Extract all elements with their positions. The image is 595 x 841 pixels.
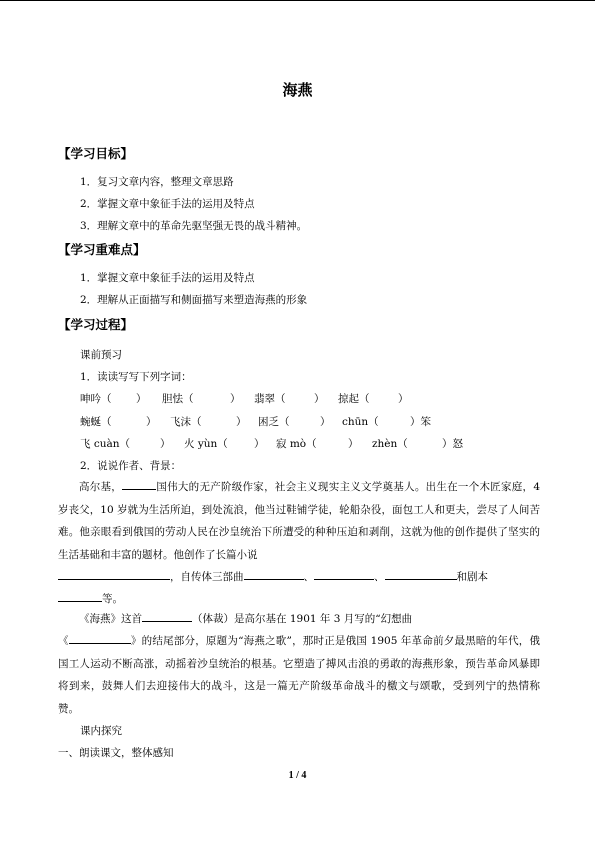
word-prompt-close: ） (236, 416, 247, 428)
background-text: （体裁）是高尔基在 1901 年 3 月写的“幻想曲 (192, 613, 413, 625)
word-prompt: 掠起（ (338, 393, 370, 405)
word-prompt-close: ）笨 (410, 416, 431, 428)
question-2: 2．说说作者、背景： (80, 460, 182, 472)
word-prompt-close: ） (160, 438, 171, 450)
word-prompt: 飞沫（ (170, 416, 202, 428)
key-point-item-2: 2．理解从正面描写和侧面描写来塑造海燕的形象 (80, 294, 308, 306)
works-text: ，自传体三部曲 (170, 571, 244, 583)
background-text: 《 (58, 635, 69, 647)
goal-item-1: 1．复习文章内容，整理文章思路 (80, 176, 234, 188)
inclass-label: 课内探究 (80, 725, 122, 737)
background-paragraph-2 (58, 630, 540, 720)
key-point-item-1: 1．掌握文章中象征手法的运用及特点 (80, 272, 255, 284)
page-title: 海燕 (282, 81, 313, 99)
works-separator: 、 (374, 571, 385, 583)
answer-blank[interactable] (122, 477, 156, 490)
word-prompt: 寂 mò（ (276, 438, 317, 450)
answer-blank[interactable] (244, 567, 304, 580)
key-points-heading: 【学习重难点】 (58, 242, 146, 257)
answer-blank[interactable] (385, 567, 457, 580)
word-prompt-close: ） (230, 393, 241, 405)
answer-blank[interactable] (142, 609, 192, 622)
step-1: 一、朗读课文，整体感知 (58, 747, 174, 759)
goal-item-2: 2．掌握文章中象征手法的运用及特点 (80, 198, 255, 210)
background-paragraph (58, 608, 540, 631)
author-name: 高尔基， (79, 481, 123, 493)
word-prompt-close: ） (254, 438, 265, 450)
word-prompt: 火 yùn（ (184, 438, 228, 450)
word-prompt-close: ） (136, 393, 147, 405)
word-prompt: 蜿蜒（ (80, 416, 112, 428)
answer-blank[interactable] (58, 589, 102, 602)
author-paragraph (58, 476, 540, 566)
answer-blank[interactable] (69, 631, 131, 644)
goals-heading: 【学习目标】 (58, 146, 134, 161)
word-prompt: chūn（ (342, 416, 379, 428)
word-prompt: 呻吟（ (80, 393, 112, 405)
word-prompt-close: ） (320, 416, 331, 428)
page-number: 1 / 4 (288, 770, 307, 781)
word-prompt: 翡翠（ (254, 393, 286, 405)
works-separator: 、 (303, 571, 314, 583)
goal-item-3: 3．理解文章中的革命先驱坚强无畏的战斗精神。 (80, 220, 308, 232)
background-text: 《海燕》这首 (79, 613, 142, 625)
word-prompt-close: ）怒 (442, 438, 463, 450)
works-text: 等。 (102, 593, 123, 605)
author-text: 国伟大的无产阶级作家，社会主义现实主义文学奠基人。出生在一个木匠家庭，4 岁丧父，10 岁就为生活所迫，到处流浪，他当过鞋铺学徒，轮船杂役，面包工人和更夫，尝尽了人间苦难。他亲眼看到俄国的劳动人民在沙皇统治下所遭受的种种压迫和剥削，这就为他的创作提供了坚实的生活基础和丰富的题材。他创作了长篇小说 (58, 481, 541, 561)
word-prompt-close: ） (146, 416, 157, 428)
word-prompt: 困乏（ (258, 416, 290, 428)
header-rule (0, 0, 595, 1)
works-text: 和剧本 (456, 571, 488, 583)
word-prompt-close: ） (398, 393, 409, 405)
background-text: 》的结尾部分，原题为“海燕之歌”，那时正是俄国 1905 年革命前夕最黑暗的年代，俄国工人运动不断高涨，动摇着沙皇统治的根基。它塑造了搏风击浪的勇敢的海燕形象，预告革命风暴即将到来，鼓舞人们去迎接伟大的战斗，这是一篇无产阶级革命战斗的檄文与颂歌，受到列宁的热情称赞。 (58, 635, 540, 715)
question-1: 1．读读写写下列字词： (80, 371, 192, 383)
word-prompt: 飞 cuàn（ (80, 438, 131, 450)
word-prompt-close: ） (348, 438, 359, 450)
answer-blank[interactable] (58, 567, 170, 580)
answer-blank[interactable] (314, 567, 374, 580)
works-line (58, 566, 540, 589)
word-prompt: zhèn（ (372, 438, 408, 450)
preview-label: 课前预习 (80, 349, 122, 361)
process-heading: 【学习过程】 (58, 317, 134, 332)
word-prompt: 胆怯（ (162, 393, 194, 405)
word-prompt-close: ） (314, 393, 325, 405)
